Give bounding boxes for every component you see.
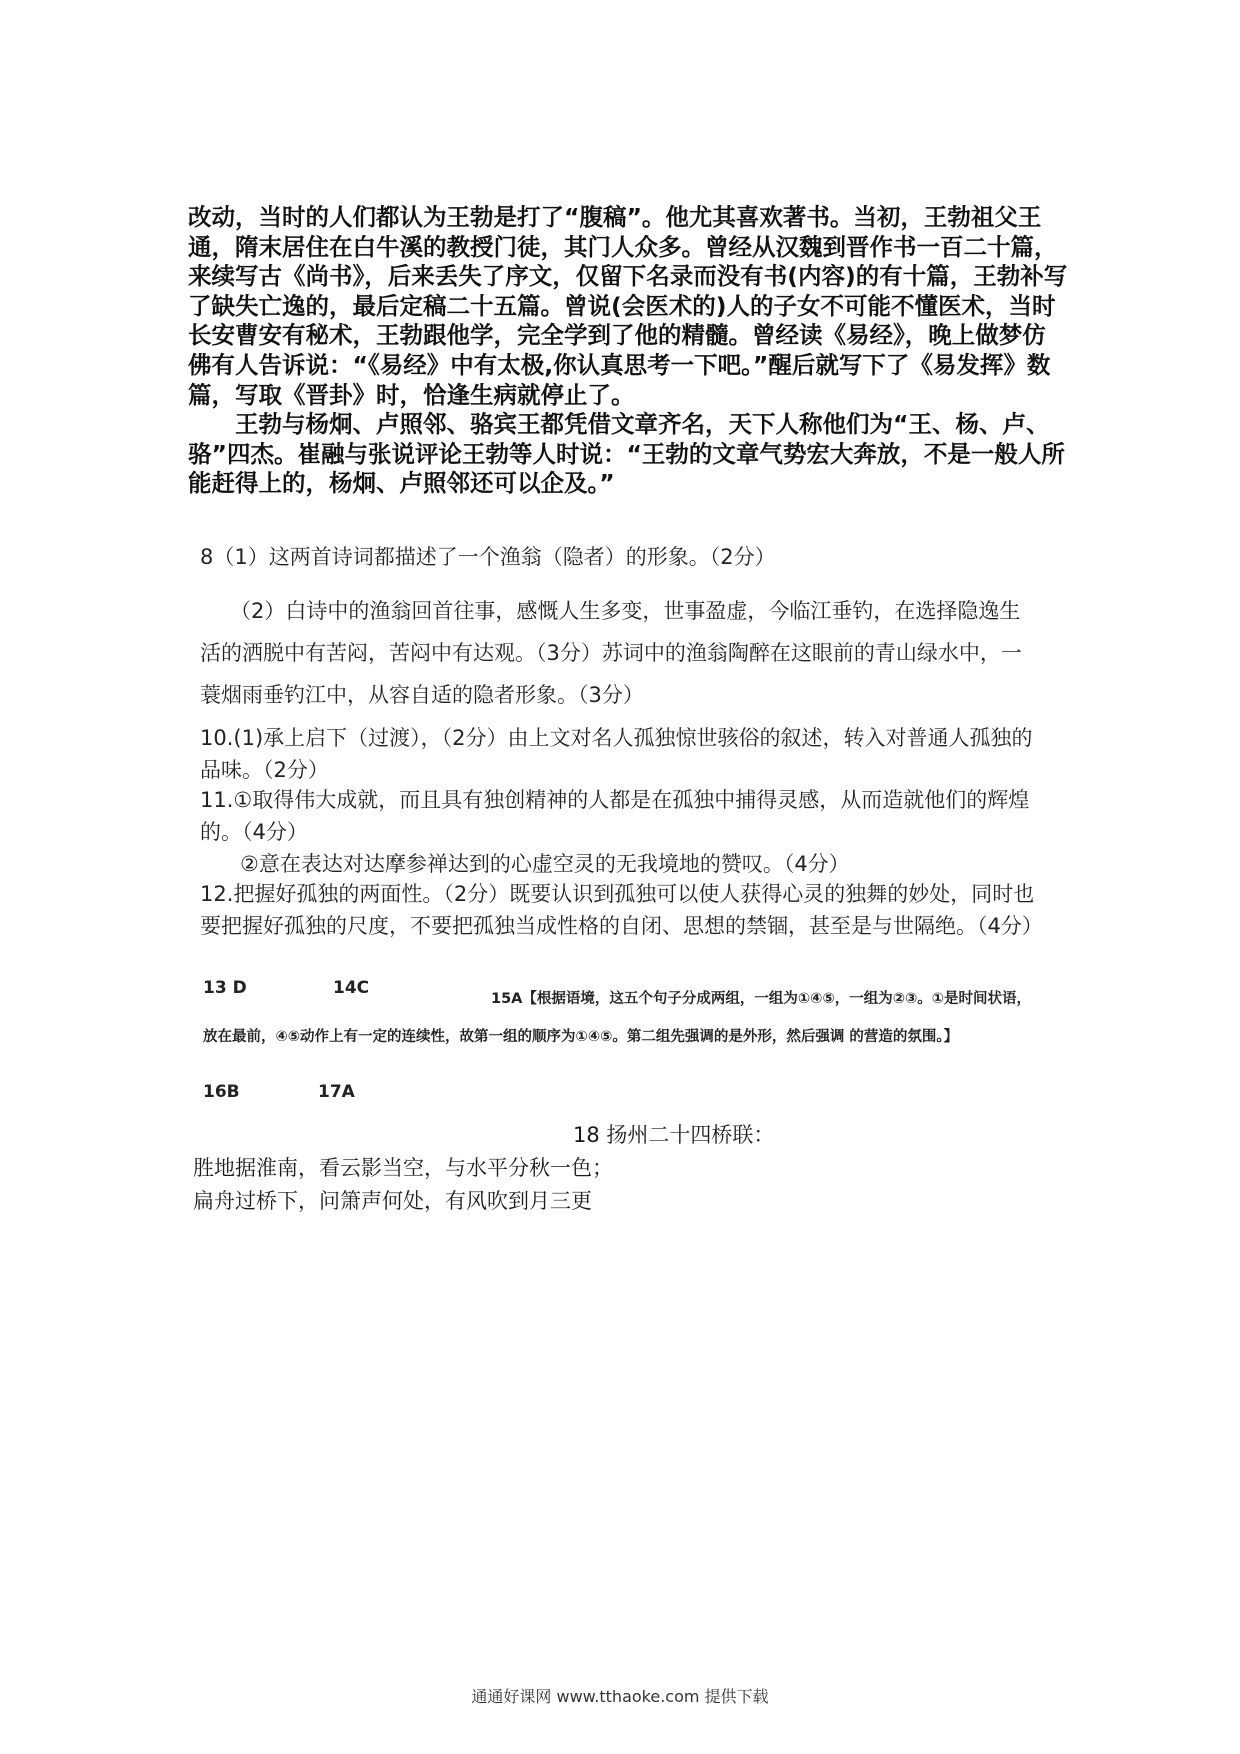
answer-q8: [200, 540, 1040, 574]
answer-q18-heading: 18 扬州二十四桥联：: [573, 1123, 775, 1147]
bio-paragraph-2: 王勃与杨炯、卢照邻、骆宾王都凭借文章齐名，天下人称他们为“王、杨、卢、骆”四杰。崔融与张说评论王勃等人时说：“王勃的文章气势宏大奔放，不是一般人所能赶得上的，杨炯、卢照邻还可以企及。”: [188, 410, 1065, 498]
answer-q16: 16B: [203, 1082, 240, 1102]
answer-q11: [200, 784, 1040, 880]
q12-text: 12.把握好孤独的两面性。（2分）既要认识到孤独可以使人获得心灵的独舞的妙处，同时也要把握好孤独的尺度，不要把孤独当成性格的自闭、思想的禁锢，甚至是与世隔绝。（4分）: [200, 882, 1043, 938]
answer-q8-part2: [200, 590, 1040, 716]
q11-part2: ②意在表达对达摩参禅达到的心虚空灵的无我境地的赞叹。（4分）: [240, 852, 850, 876]
bio-paragraph-1: 改动，当时的人们都认为王勃是打了“腹稿”。他尤其喜欢著书。当初，王勃祖父王通，隋末居住在白牛溪的教授门徒，其门人众多。曾经从汉魏到晋作书一百二十篇，来续写古《尚书》，后来丢失了序文，仅留下名录而没有书(内容)的有十篇，王勃补写了缺失亡逸的，最后定稿二十五篇。曾说(会医术的)人的子女不可能不懂医术，当时长安曹安有秘术，王勃跟他学，完全学到了他的精髓。曾经读《易经》，晚上做梦仿佛有人告诉说：“《易经》中有太极,你认真思考一下吧。”醒后就写下了《易发挥》数篇，写取《晋卦》时，恰逢生病就停止了。: [188, 203, 1068, 409]
page-footer: 通通好课网 www.tthaoke.com 提供下载: [471, 1687, 769, 1706]
answer-q17: 17A: [318, 1082, 355, 1102]
answer-q13: 13 D: [203, 978, 247, 998]
answer-q10: [200, 722, 1040, 786]
translation-passage: [188, 203, 1068, 499]
answer-q15: 15A【根据语境，这五个句子分成两组，一组为①④⑤，一组为②③。①是时间状语，放在最前，④⑤动作上有一定的连续性，故第一组的顺序为①④⑤。第二组先强调的是外形，然后强调 的营造的氛围。】: [203, 991, 1032, 1045]
q11-part1: 11.①取得伟大成就，而且具有独创精神的人都是在孤独中捕得灵感，从而造就他们的辉煌的。（4分）: [200, 788, 1030, 844]
q8-part2: （2）白诗中的渔翁回首往事，感慨人生多变，世事盈虚，今临江垂钓，在选择隐逸生活的洒脱中有苦闷，苦闷中有达观。（3分）苏词中的渔翁陶醉在这眼前的青山绿水中，一蓑烟雨垂钓江中，从容自适的隐者形象。（3分）: [200, 599, 1022, 707]
answer-q14: 14C: [333, 978, 370, 998]
q10-text: 10.(1)承上启下（过渡），（2分）由上文对名人孤独惊世骇俗的叙述，转入对普通人孤独的品味。（2分）: [200, 726, 1033, 782]
q8-part1: 8（1）这两首诗词都描述了一个渔翁（隐者）的形象。（2分）: [200, 545, 776, 569]
couplet-line-2: 扁舟过桥下，问箫声何处，有风吹到月三更: [193, 1189, 592, 1213]
couplet-line-1: 胜地据淮南，看云影当空，与水平分秋一色；: [193, 1156, 613, 1180]
answer-q12: [200, 878, 1043, 942]
